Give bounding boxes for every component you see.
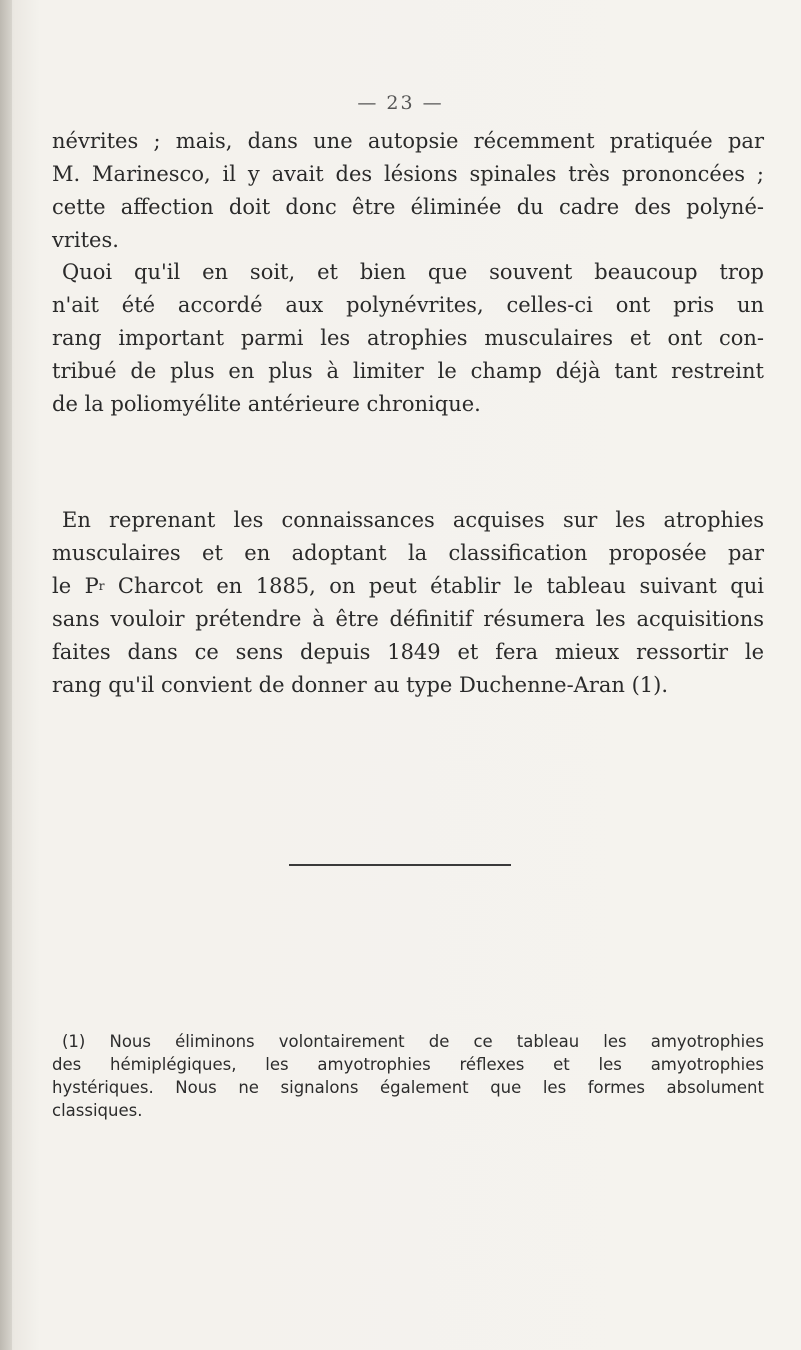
paragraph-2-line: tribué de plus en plus à limiter le champ déjà tant restreint (52, 359, 764, 383)
paragraph-1 (52, 125, 764, 257)
paragraph-1-line: névrites ; mais, dans une autopsie récemment pratiquée par (52, 129, 764, 153)
footnote (52, 1030, 764, 1122)
footnote-separator-rule (289, 864, 511, 866)
paragraph-2-line: rang important parmi les atrophies musculaires et ont con- (52, 326, 764, 350)
paragraph-2-line: Quoi qu'il en soit, et bien que souvent beaucoup trop (62, 260, 764, 284)
professor-abbrev: le P (52, 574, 99, 598)
paragraph-2-text (52, 256, 764, 421)
footnote-line: des hémiplégiques, les amyotrophies réflexes et les amyotrophies (52, 1055, 764, 1074)
paragraph-3-line: sans vouloir prétendre à être définitif résumera les acquisitions (52, 607, 764, 631)
footnote-line: classiques. (52, 1101, 143, 1120)
footnote-line: hystériques. Nous ne signalons également que les formes absolument (52, 1078, 764, 1097)
paragraph-3-line: En reprenant les connaissances acquises sur les atrophies (62, 508, 764, 532)
page-number: — 23 — (357, 92, 444, 114)
paragraph-1-line: cette affection doit donc être éliminée du cadre des polyné- (52, 195, 764, 219)
paragraph-3-line: rang qu'il convient de donner au type Duchenne-Aran (1). (52, 673, 669, 697)
paragraph-3-line: faites dans ce sens depuis 1849 et fera mieux ressortir le (52, 640, 764, 664)
footnote-line: (1) Nous éliminons volontairement de ce tableau les amyotrophies (62, 1032, 764, 1051)
professor-abbrev-superscript: r (98, 579, 105, 593)
paragraph-3-line-rest: Charcot en 1885, on peut établir le tableau suivant qui (104, 574, 764, 598)
paragraph-3-line: musculaires et en adoptant la classification proposée par (52, 541, 764, 565)
paragraph-2-line: de la poliomyélite antérieure chronique. (52, 392, 481, 416)
paragraph-1-line: M. Marinesco, il y avait des lésions spinales très prononcées ; (52, 162, 764, 186)
paragraph-3-line (52, 570, 764, 603)
page-spine-shadow (0, 0, 12, 1350)
paragraph-1-line: vrites. (52, 228, 119, 252)
paragraph-3 (52, 504, 764, 702)
paragraph-2-line: n'ait été accordé aux polynévrites, celles-ci ont pris un (52, 293, 764, 317)
